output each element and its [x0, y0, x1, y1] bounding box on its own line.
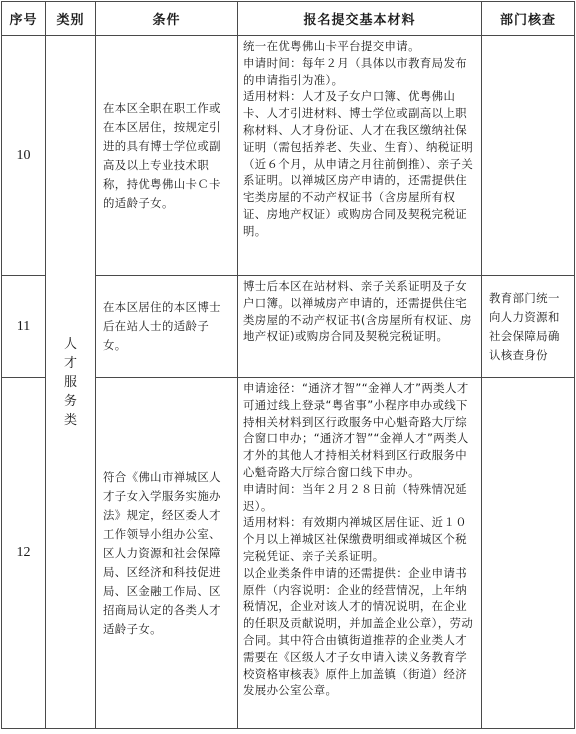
materials-paragraph: 申请时间：每年２月（具体以市教育局发布的申请指引为准）。 — [243, 55, 468, 87]
row-number: 11 — [2, 276, 46, 378]
materials-cell — [238, 276, 482, 378]
row-number: 12 — [2, 378, 46, 729]
materials-paragraph: 博士后本区在站材料、亲子关系证明及子女户口簿。以禅城房产申请的，还需提供住宅类房屋的不动产权证书(含房屋所有权证、房地产权证)或购房合同及契税完税证明。 — [243, 279, 472, 344]
materials-cell — [238, 36, 482, 276]
department-check-cell-empty — [482, 378, 575, 729]
condition-cell: 在本区全职在职工作或在本区居住，按规定引进的具有博士学位或副高及以上专业技术职称，持优粤佛山卡Ｃ卡的适龄子女。 — [96, 36, 238, 276]
category-cell — [46, 36, 96, 729]
category-label: 人才服务类 — [63, 336, 77, 428]
header-serial-number: 序号 — [2, 2, 46, 36]
row-number: 10 — [2, 36, 46, 276]
materials-paragraph: 适用材料：人才及子女户口簿、优粤佛山卡、人才引进材料、博士学位或副高以上职称材料、人才身份证、人才在我区缴纳社保证明（需包括养老、失业、生育）、纳税证明（近６个月，从申请之月往前倒推）、亲子关系证明。以禅城区房产申请的，还需提供住宅类房屋的不动产权证书（含房屋所有权证、房地产权证）或购房合同及契税完税证明。 — [243, 89, 474, 238]
header-condition: 条件 — [96, 2, 238, 36]
condition-cell: 在本区居住的本区博士后在站人士的适龄子女。 — [96, 276, 238, 378]
materials-cell — [238, 378, 482, 729]
header-row — [2, 2, 575, 36]
header-category: 类别 — [46, 2, 96, 36]
materials-paragraph: 适用材料：有效期内禅城区居住证、近１０个月以上禅城区社保缴费明细或禅城区个税完税凭证、亲子关系证明。 — [243, 515, 468, 563]
department-check-cell: 教育部门统一向人力资源和社会保障局确认核查身份 — [482, 276, 575, 378]
materials-paragraph: 统一在优粤佛山卡平台提交申请。 — [243, 39, 420, 53]
materials-paragraph: 申请时间：当年２月２８日前（特殊情况延迟）。 — [243, 481, 468, 513]
materials-paragraph: 以企业类条件申请的还需提供：企业申请书原件（内容说明：企业的经营情况，上年纳税情况，企业对该人才的情况说明，在企业的任职及贡献说明，并加盖企业公章），劳动合同。其中符合由镇街道推荐的企业类人才需要在《区级人才子女申请入读义务教育学校资格审核表》原件上加盖镇（街道）经济发展办公室公章。 — [243, 565, 474, 698]
header-department-check: 部门核查 — [482, 2, 575, 36]
header-materials: 报名提交基本材料 — [238, 2, 482, 36]
condition-cell: 符合《佛山市禅城区人才子女入学服务实施办法》规定，经区委人才工作领导小组办公室、区人力资源和社会保障局、区经济和科技促进局、区金融工作局、区招商局认定的各类人才适龄子女。 — [96, 378, 238, 729]
department-check-cell-empty — [482, 36, 575, 276]
materials-paragraph: 申请途径：“通济才智”“金禅人才”两类人才可通过线上登录“粤省事”小程序申办或线下持相关材料到区行政服务中心魁奇路大厅综合窗口申办；“通济才智”“金禅人才”两类人才外的其他人才持相关材料到区行政服务中心魁奇路大厅综合窗口线下申办。 — [243, 381, 469, 479]
talent-children-enrollment-table — [1, 1, 575, 729]
table-row-10 — [2, 36, 575, 276]
